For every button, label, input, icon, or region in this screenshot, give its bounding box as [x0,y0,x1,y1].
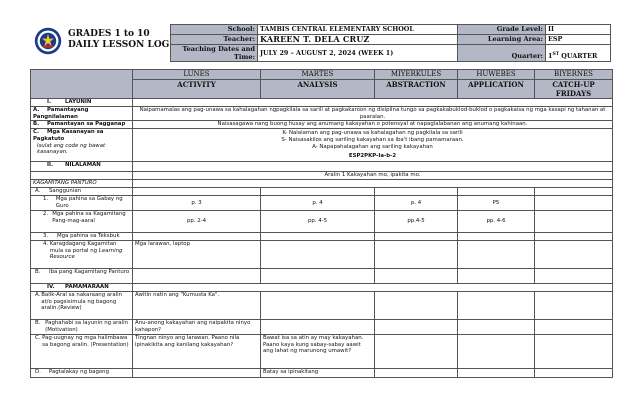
cell [535,319,613,334]
row-title: Sanggunian [49,187,82,194]
day-header-tuesday: MARTES [261,70,375,80]
activity-type-thursday: APPLICATION [458,80,535,99]
row-num: A. [35,187,41,194]
nilalaman-text: Aralin 1 Kakayahan mo, ipakita mo. [133,171,613,179]
row-num: B. [35,268,41,275]
cell [458,240,535,268]
cell [535,334,613,368]
grade-level-label: Grade Level: [458,25,546,35]
cell [375,319,458,334]
row-title: Pamantayan sa Pagganap [47,121,126,128]
day-header-wednesday: MIYERKULES [375,70,458,80]
cell [535,232,613,240]
cell [375,187,458,195]
activity-type-wednesday: ABSTRACTION [375,80,458,99]
section-layunin [31,99,133,107]
cell [535,268,613,283]
row-num: B. [35,319,41,326]
kagamitan-value-monday: pp. 2-4 [133,210,261,232]
cell [535,240,613,268]
pamantayan-sa-pagganap-text: Naisasagawa nang buong husay ang anumang kakayahan o potensyal at napaglalabanan ang anumang kahinaan. [133,121,613,129]
row-title: Paghahabi sa layunin ng aralin (Motivation) [45,319,129,333]
section-nilalaman [31,161,133,171]
activity-type-friday: CATCH-UP FRIDAYS [535,80,613,99]
gabay-value-tuesday: p. 4 [261,195,375,210]
row-label-mga-kasanayan [31,129,133,162]
pag-uugnay-monday: Tingnan ninyo ang larawan. Paano nila ipinakikita ang kanilang kakayahan? [133,334,261,368]
gabay-value-wednesday: p. 4 [375,195,458,210]
learning-resource-value: Mga larawan, laptop [133,240,261,268]
teacher-label: Teacher: [171,35,258,45]
cell [261,291,375,319]
row-label-iba-pang-kagamitan [31,268,133,283]
activity-type-tuesday: ANALYSIS [261,80,375,99]
row-num: C. [33,129,40,136]
row-label-pag-uugnay [31,334,133,368]
cell [535,368,613,377]
cell [261,187,375,195]
row-title: Iba pang Kagamitang Panturo [49,268,130,275]
cell [535,187,613,195]
cell [261,232,375,240]
section-num: II. [47,161,54,168]
kasanayan-a: A- Napapahalagahan ang sariling kakayahan [312,143,433,150]
row-title: Balik-Aral sa nakaraang aralin at/o pagsisimula ng bagong aralin.(Review) [41,291,123,312]
gabay-value-monday: p. 3 [133,195,261,210]
cell [458,232,535,240]
cell [261,240,375,268]
row-label-sanggunian [31,187,133,195]
learning-area-value: ESP [546,35,611,45]
gabay-value-thursday: P5 [458,195,535,210]
teaching-dates-value: JULY 29 – AUGUST 2, 2024 (WEEK 1) [258,45,458,62]
lesson-log-table [30,69,613,378]
row-num: D. [35,368,41,375]
row-num: 3. [43,232,49,239]
deped-seal-logo [34,27,62,55]
row-label-kagamitang-pang-mag-aaral [31,210,133,232]
kagamitan-value-friday [535,210,613,232]
cell [375,232,458,240]
kasanayan-s: S- Naisasakilos ang sariling kakayahan sa iba't ibang pamamaraan. [281,136,464,143]
pamamaraan-blank [133,283,613,291]
cell [375,268,458,283]
kagamitan-value-wednesday: pp.4-5 [375,210,458,232]
section-label: NILALAMAN [65,161,101,168]
learning-area-label: Learning Area: [458,35,546,45]
section-label: PAMAMARAAN [65,283,109,290]
quarter-value: 1ST QUARTER [546,45,611,62]
title-line-2: DAILY LESSON LOG [68,40,170,50]
quarter-label: Quarter: [458,45,546,62]
dates-label-line-1: Teaching Dates and [182,45,255,53]
cell [458,334,535,368]
row-title: Mga pahina sa Teksbuk [57,232,120,239]
balik-aral-monday: Awitin natin ang "Kumusta Ka". [133,291,261,319]
row-label-pamantayan-sa-pagganap [31,121,133,129]
day-header-thursday: HUWEBES [458,70,535,80]
row-label-learning-resource [31,240,133,268]
cell [133,368,261,377]
kagamitan-value-tuesday: pp. 4-5 [261,210,375,232]
header-info-table [170,24,611,62]
section-num: IV. [47,283,55,290]
title-line-1: GRADES 1 to 10 [68,29,150,39]
section-kagamitang-panturo: KAGAMITANG PANTURO [31,179,133,187]
cell [375,291,458,319]
pamantayang-pangnilalaman-text: Naipamamalas ang pag-unawa sa kahalagahan ngpagkilala sa sarili at pagkakaroon ng disiplina tungo sa pagkakabuklod-buklod o pagkakaisa ng mga kasapi ng tahanan at paaralan. [133,107,613,121]
school-value: TAMBIS CENTRAL ELEMENTARY SCHOOL [258,25,458,35]
grade-level-value: II [546,25,611,35]
row-num: 2. [43,210,49,217]
row-title: Mga pahina sa Gabay ng Guro [55,195,123,209]
cell [458,268,535,283]
cell [375,334,458,368]
cell [133,232,261,240]
dates-label-line-2: Time: [233,53,255,61]
cell [535,291,613,319]
kasanayan-k: K- Nalalaman ang pag-unawa sa kahalagahan ng pagkilala sa sarili [282,130,463,137]
kasanayan-code: ESP2PKP-Ia-b-2 [348,153,397,160]
row-heading [33,129,130,142]
cell [133,268,261,283]
row-note: Isulat ang code ng bawat kasanayan. [37,142,106,156]
cell [375,368,458,377]
cell [133,187,261,195]
cell [458,291,535,319]
row-title: Pagtalakay ng bagong [49,368,110,375]
row-num: C. [35,334,41,341]
row-num: 1. [43,195,49,202]
row-title: Mga pahina sa Kagamitang Pang-mag-aaral [52,210,126,224]
pag-uugnay-tuesday: Bawat isa sa atin ay may kakayahan. Paano kaya kung sabay-sabay aawit ang lahat ng marunong umawit? [261,334,375,368]
row-label-pamantayang-pangnilalaman [31,107,133,121]
row-label-pagtalakay [31,368,133,377]
cell [375,240,458,268]
section-label: LAYUNIN [65,99,92,105]
nilalaman-blank [133,161,613,171]
pagtalakay-tuesday: Batay sa ipinakitang [261,368,375,377]
cell [261,319,375,334]
row-num: B. [33,121,40,128]
kagamitan-value-thursday: pp. 4-6 [458,210,535,232]
row-num: A. [35,291,41,298]
day-header-monday: LUNES [133,70,261,80]
section-pamamaraan [31,283,133,291]
row-title: Pamantayang Pangnilalaman [33,107,89,120]
row-title: Mga Kasanayan sa Pagkatuto [33,129,104,142]
school-label: School: [171,25,258,35]
kagamitan-blank [133,179,613,187]
row-label-paghahabi [31,319,133,334]
row-title: Karagdagang Kagamitan mula sa portal ng [49,240,117,254]
day-header-friday: BIYERNES [535,70,613,80]
nilalaman-label-blank [31,171,133,179]
row-label-gabay-ng-guro [31,195,133,210]
paghahabi-monday: Anu-anong kakayahan ang naipakita ninyo kahapon? [133,319,261,334]
document-title [68,29,169,51]
corner-cell [31,70,133,99]
gabay-value-friday [535,195,613,210]
cell [261,268,375,283]
teacher-value: KAREEN T. DELA CRUZ [258,35,458,45]
cell [458,319,535,334]
cell [458,187,535,195]
row-num: 4. [43,240,49,247]
row-title-italic: Learning Resource [49,247,123,261]
layunin-blank [133,99,613,107]
activity-type-monday: ACTIVITY [133,80,261,99]
row-label-balik-aral [31,291,133,319]
row-num: A. [33,107,40,113]
row-label-teksbuk [31,232,133,240]
mga-kasanayan-text [133,129,613,162]
section-num: I. [47,99,52,105]
row-title: Pag-uugnay ng mga halimbawa sa bagong aralin. (Presentation) [42,334,129,348]
teaching-dates-label [171,45,258,62]
cell [458,368,535,377]
